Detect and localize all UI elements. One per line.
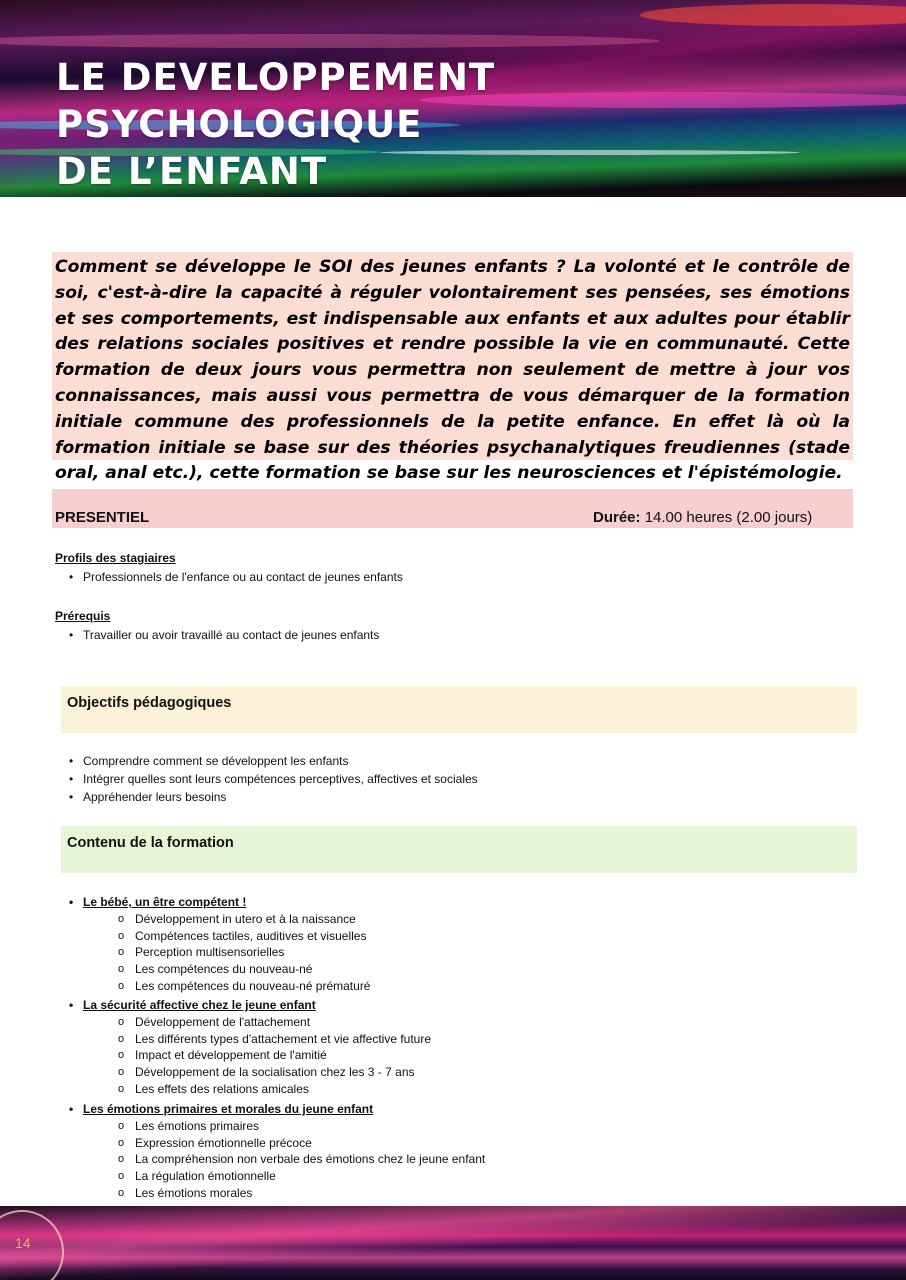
topic-title: • Les émotions primaires et morales du jeune enfant: [68, 1100, 485, 1118]
list-item: • Professionnels de l'enfance ou au contact de jeunes enfants: [55, 568, 403, 586]
topic-item: o Développement de la socialisation chez les 3 - 7 ans: [68, 1064, 431, 1081]
topic-item: o Les compétences du nouveau-né prématuré: [68, 978, 370, 995]
profils-title: Profils des stagiaires: [55, 551, 176, 565]
contenu-box: [61, 826, 857, 873]
topic-title: • Le bébé, un être compétent !: [68, 893, 370, 911]
format-bar: [52, 489, 853, 528]
objectifs-list: [55, 752, 478, 806]
intro-paragraph: Comment se développe le SOI des jeunes enfants ? La volonté et le contrôle de soi, c'est-à-dire la capacité à réguler volontairement ses pensées, ses émotions et ses comportements, est indispensable aux enfants et aux adultes pour établir des relations sociales positives et rendre possible la vie en communauté. Cette formation de deux jours vous permettra non seulement de mettre à jour vos connaissances, mais aussi vous permettra de vous démarquer de la formation initiale commune des professionnels de la petite enfance. En effet là où la formation initiale se base sur des théories psychanalytiques freudiennes (stade oral, anal etc.), cette formation se base sur les neurosciences et l'épistémologie.: [52, 252, 853, 460]
topic-item: o Compétences tactiles, auditives et visuelles: [68, 928, 370, 945]
topic-title: • La sécurité affective chez le jeune enfant: [68, 996, 431, 1014]
topic-3: [68, 1100, 485, 1201]
contenu-title: Contenu de la formation: [67, 835, 234, 851]
topic-item: o Impact et développement de l'amitié: [68, 1047, 431, 1064]
topic-item: o Les émotions primaires: [68, 1118, 485, 1135]
topic-item: o La compréhension non verbale des émotions chez le jeune enfant: [68, 1151, 485, 1168]
topic-item: o Les compétences du nouveau-né: [68, 961, 370, 978]
topic-1: [68, 893, 370, 994]
prerequis-title: Prérequis: [55, 609, 111, 623]
list-item: • Intégrer quelles sont leurs compétences perceptives, affectives et sociales: [55, 770, 478, 788]
list-item: • Travailler ou avoir travaillé au contact de jeunes enfants: [55, 626, 379, 644]
duration-value: 14.00 heures (2.00 jours): [644, 509, 813, 526]
topic-item: o Développement in utero et à la naissance: [68, 911, 370, 928]
page-number: 14: [15, 1235, 31, 1251]
page-title-line-1: LE DEVELOPPEMENT PSYCHOLOGIQUE: [56, 56, 496, 146]
duration: [593, 509, 812, 526]
banner-streak-pink: [0, 34, 660, 48]
topic-item: o Expression émotionnelle précoce: [68, 1135, 485, 1152]
topic-2: [68, 996, 431, 1097]
objectifs-box: [61, 686, 857, 733]
banner-streak-orange: [640, 4, 906, 26]
topic-item: o La régulation émotionnelle: [68, 1168, 485, 1185]
list-item: • Comprendre comment se développent les enfants: [55, 752, 478, 770]
page-title-line-2: DE L’ENFANT: [56, 150, 328, 193]
topic-item: o Les différents types d'attachement et vie affective future: [68, 1031, 431, 1048]
topic-item: o Perception multisensorielles: [68, 944, 370, 961]
topic-item: o Développement de l'attachement: [68, 1014, 431, 1031]
topic-item: o Les effets des relations amicales: [68, 1081, 431, 1098]
page-number-circle: [0, 1210, 64, 1280]
footer-banner: [0, 1206, 906, 1280]
duration-label: Durée:: [593, 509, 641, 526]
list-item: • Appréhender leurs besoins: [55, 788, 478, 806]
format-mode: PRESENTIEL: [55, 509, 150, 526]
page-title: [56, 54, 856, 195]
profils-list: [55, 568, 403, 586]
prerequis-list: [55, 626, 379, 644]
topic-item: o Les émotions morales: [68, 1185, 485, 1202]
objectifs-title: Objectifs pédagogiques: [67, 695, 232, 711]
header-banner: [0, 0, 906, 197]
